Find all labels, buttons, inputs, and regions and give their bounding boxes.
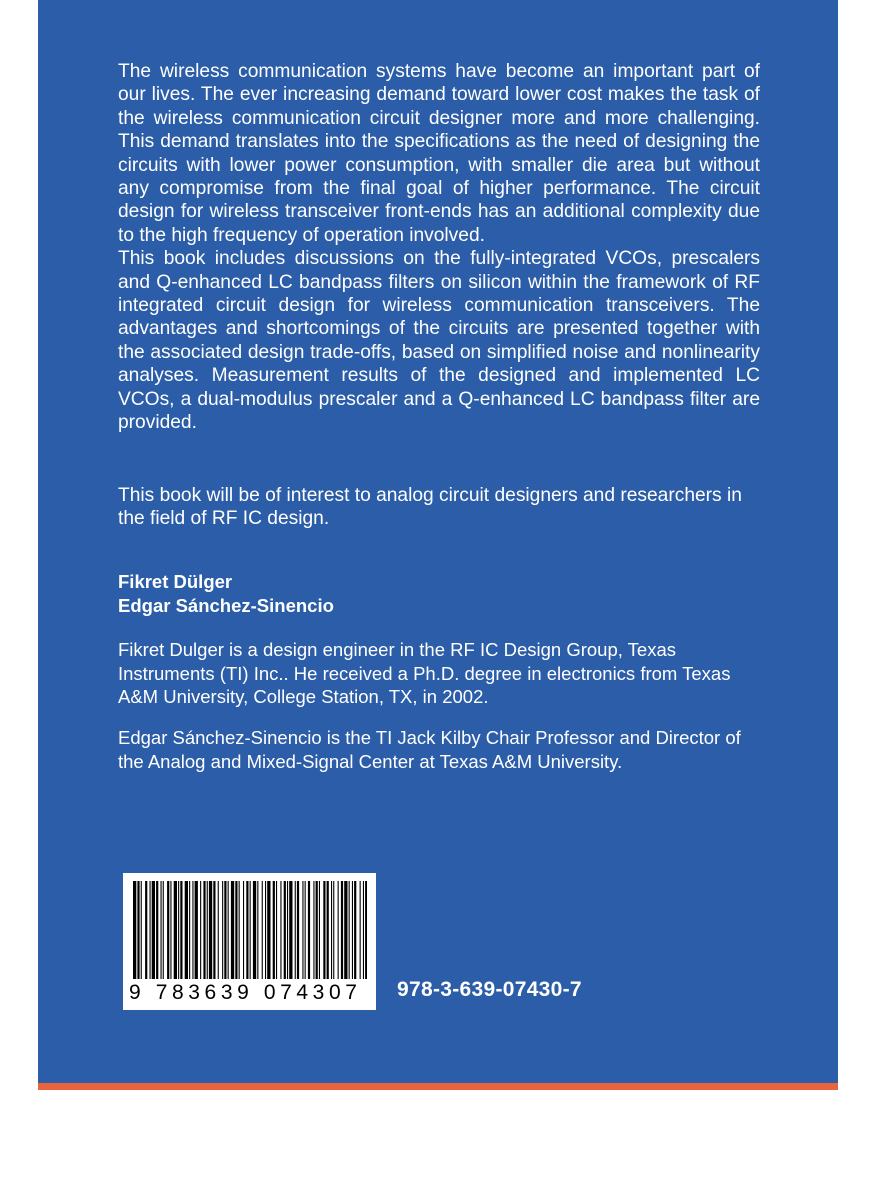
barcode-bars bbox=[133, 881, 367, 979]
barcode-bar bbox=[200, 881, 201, 979]
barcode-bar bbox=[192, 881, 193, 979]
barcode-bar bbox=[145, 881, 147, 979]
barcode-bar bbox=[185, 881, 188, 979]
barcode-bar bbox=[267, 881, 270, 979]
barcode-bar bbox=[174, 881, 177, 979]
barcode-bar bbox=[265, 881, 266, 979]
audience-block bbox=[118, 484, 760, 531]
barcode-bar bbox=[262, 881, 263, 979]
barcode-bar bbox=[180, 881, 182, 979]
barcode-bar bbox=[137, 881, 139, 979]
barcode-bar bbox=[213, 881, 215, 979]
barcode-bar bbox=[349, 881, 350, 979]
barcode-bar bbox=[308, 881, 310, 979]
barcode-bar bbox=[203, 881, 205, 979]
barcode-bar bbox=[243, 881, 244, 979]
barcode-bar bbox=[246, 881, 248, 979]
barcode-bar bbox=[305, 881, 306, 979]
barcode-bar bbox=[331, 881, 332, 979]
description-paragraph-2: This book includes discussions on the fully-integrated VCOs, prescalers and Q-enhanced LC bandpass filters on silicon within the framework of RF integrated circuit design for wireless communication transceivers. The advantages and shortcomings of the circuits are presented together with the associated design trade-offs, based on simplified noise and nonlinearity analyses. Measurement results of the designed and implemented LC VCOs, a dual-modulus prescaler and a Q-enhanced LC bandpass filter are provided. bbox=[118, 248, 760, 434]
barcode-bar bbox=[352, 881, 353, 979]
barcode-bar bbox=[284, 881, 286, 979]
barcode-bar bbox=[363, 881, 364, 979]
barcode-bar bbox=[344, 881, 347, 979]
isbn-number: 978-3-639-07430-7 bbox=[397, 978, 582, 1001]
barcode-bar bbox=[289, 881, 292, 979]
barcode-bar bbox=[313, 881, 314, 979]
author-list bbox=[118, 570, 334, 617]
description-block bbox=[118, 60, 760, 435]
barcode-bar bbox=[207, 881, 208, 979]
barcode-bar bbox=[287, 881, 288, 979]
barcode-bar bbox=[161, 881, 162, 979]
barcode-bar bbox=[250, 881, 251, 979]
description-paragraph-3: This book will be of interest to analog circuit designers and researchers in the field of RF IC design. bbox=[118, 485, 742, 530]
barcode-bar bbox=[156, 881, 158, 979]
barcode-bar bbox=[235, 881, 237, 979]
barcode-bar bbox=[319, 881, 320, 979]
barcode bbox=[123, 873, 376, 1010]
barcode-bar bbox=[152, 881, 155, 979]
barcode-bar bbox=[231, 881, 234, 979]
barcode-bar bbox=[150, 881, 151, 979]
barcode-bar bbox=[365, 881, 367, 979]
barcode-bar bbox=[316, 881, 318, 979]
barcode-bar bbox=[323, 881, 325, 979]
barcode-bar bbox=[239, 881, 240, 979]
description-paragraph-1: The wireless communication systems have become an important part of our lives. The ever increasing demand toward lower cost makes the task of the wireless communication circuit designer more and more challenging. This demand translates into the specifications as the need of designing the circuits with lower power consumption, with smaller die area but without any compromise from the final goal of higher performance. The circuit design for wireless transceiver front-ends has an additional complexity due to the high frequency of operation involved. bbox=[118, 61, 760, 246]
barcode-bar bbox=[141, 881, 142, 979]
barcode-bar bbox=[170, 881, 171, 979]
barcode-bar bbox=[209, 881, 212, 979]
author-name: Fikret Dülger bbox=[118, 571, 233, 592]
author-name: Edgar Sánchez-Sinencio bbox=[118, 594, 334, 616]
barcode-bar bbox=[338, 881, 339, 979]
barcode-bar bbox=[302, 881, 303, 979]
barcode-bar bbox=[257, 881, 258, 979]
barcode-bar bbox=[222, 881, 223, 979]
barcode-bar bbox=[224, 881, 226, 979]
author-bio-2: Edgar Sánchez-Sinencio is the TI Jack Kilby Chair Professor and Director of the Analog and Mixed-Signal Center at Texas A&M University. bbox=[118, 727, 741, 772]
barcode-bar bbox=[195, 881, 198, 979]
barcode-bar bbox=[178, 881, 179, 979]
barcode-bar bbox=[189, 881, 190, 979]
barcode-bar bbox=[295, 881, 296, 979]
barcode-bar bbox=[167, 881, 169, 979]
barcode-digits: 9 783639 074307 bbox=[129, 981, 362, 1004]
barcode-bar bbox=[163, 881, 164, 979]
barcode-bar bbox=[276, 881, 277, 979]
barcode-bar bbox=[341, 881, 343, 979]
barcode-bar bbox=[218, 881, 219, 979]
barcode-bar bbox=[333, 881, 334, 979]
author-bio-1: Fikret Dulger is a design engineer in the RF IC Design Group, Texas Instruments (TI) Inc.. He received a Ph.D. degree in electronics from Texas A&M University, College Station, TX, in 2002. bbox=[118, 639, 731, 707]
barcode-bar bbox=[360, 881, 361, 979]
barcode-bar bbox=[133, 881, 136, 979]
accent-bar bbox=[38, 1083, 838, 1090]
barcode-bar bbox=[354, 881, 356, 979]
barcode-bar bbox=[280, 881, 281, 979]
barcode-bar bbox=[253, 881, 256, 979]
barcode-bar bbox=[228, 881, 229, 979]
barcode-bar bbox=[273, 881, 275, 979]
barcode-bar bbox=[327, 881, 329, 979]
barcode-bar bbox=[297, 881, 299, 979]
